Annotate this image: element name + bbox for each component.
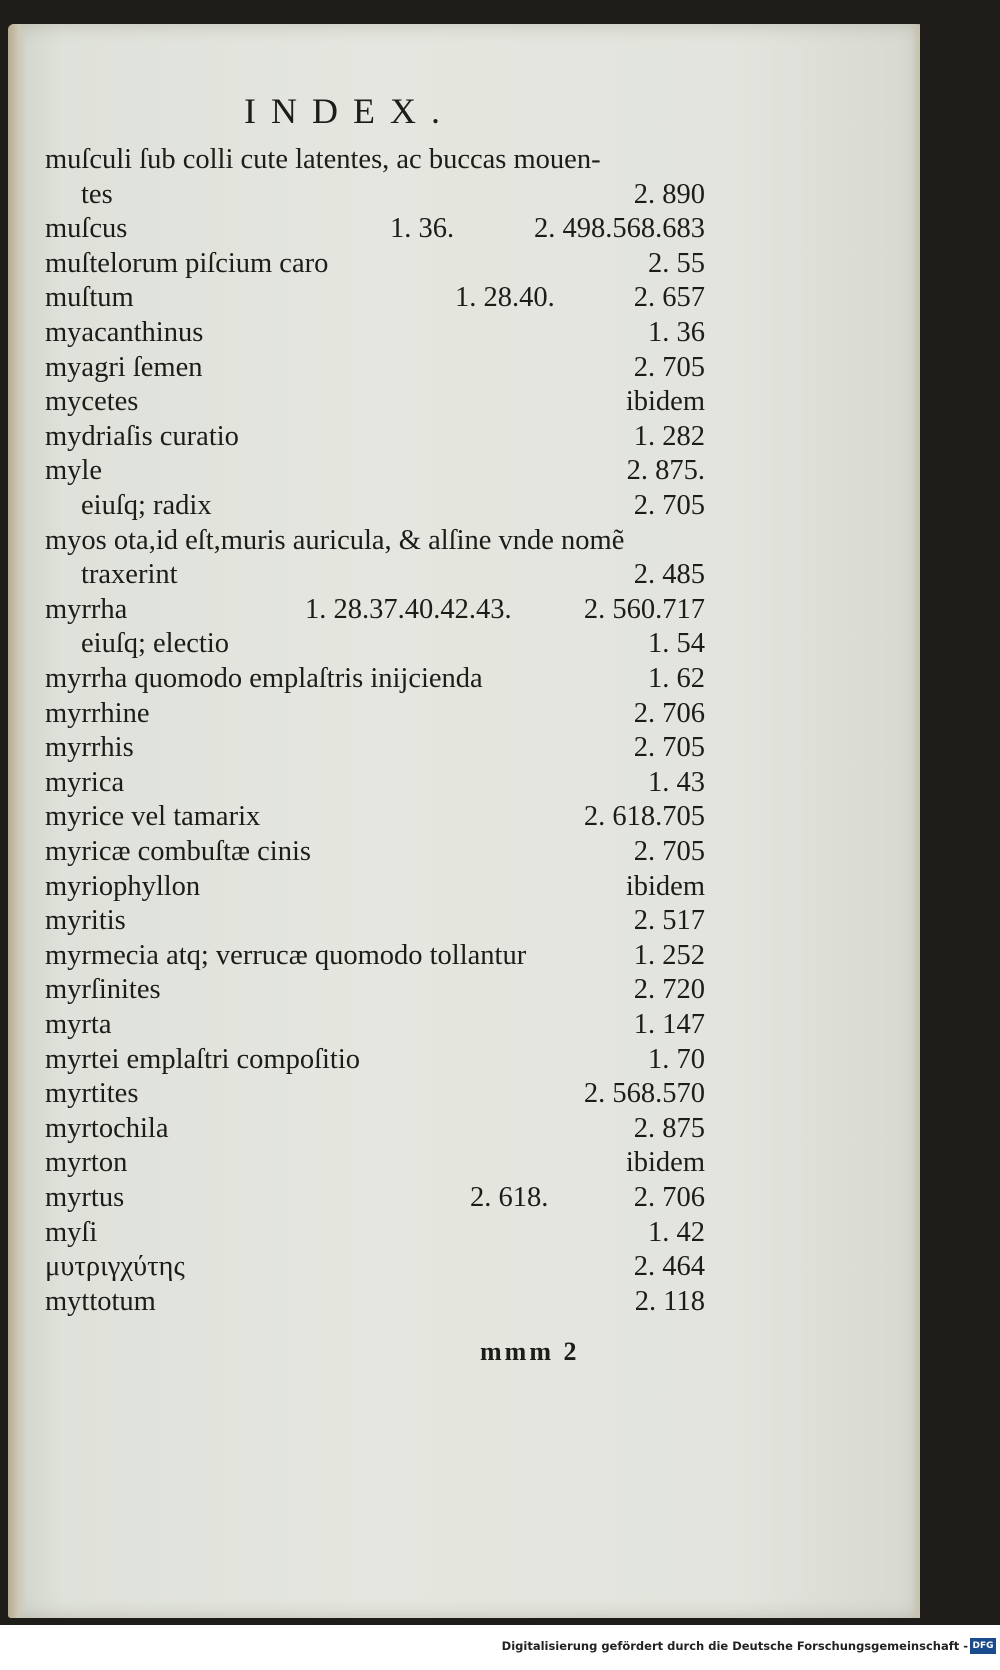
entry-term: myricæ combuſtæ cinis <box>45 836 311 867</box>
entry-reference: ibidem <box>625 1147 705 1179</box>
index-entry <box>45 663 705 695</box>
entry-reference: 2. 706 <box>633 697 705 729</box>
index-entry <box>45 801 705 833</box>
index-entry <box>45 248 705 280</box>
entry-term: eiuſq; electio <box>81 628 229 660</box>
entry-term: myos ota,id eſt,muris auricula, & alſine vnde nomẽ <box>45 524 625 556</box>
entry-reference: 1. 43 <box>648 766 705 798</box>
page-right-edge <box>912 24 920 1618</box>
entry-term: myrrha <box>45 593 128 625</box>
index-entry <box>45 213 705 245</box>
index-entry <box>45 1182 705 1214</box>
entry-reference: 1. 42 <box>648 1216 705 1248</box>
entry-reference: 2. 875 <box>633 1112 705 1144</box>
entry-term: myrice vel tamarix <box>45 801 261 833</box>
entry-reference: 2. 706 <box>633 1182 705 1213</box>
footer-credit: Digitalisierung gefördert durch die Deutsche Forschungsgemeinschaft - <box>501 1639 968 1653</box>
index-entry <box>45 455 705 487</box>
index-entry <box>45 352 705 384</box>
book-page <box>8 24 920 1618</box>
index-entry <box>45 1217 705 1249</box>
footer-bar <box>0 1625 1000 1670</box>
entry-term: tes <box>81 178 113 210</box>
entry-reference-first: 1. 28.40. <box>455 282 555 314</box>
entry-term: myrtus <box>45 1182 125 1213</box>
index-entry <box>45 1147 705 1179</box>
index-entry <box>45 317 705 349</box>
index-entry <box>45 871 705 903</box>
spine-edge <box>8 24 26 1618</box>
index-entry <box>45 282 705 314</box>
index-entry <box>45 698 705 730</box>
entry-reference-first: 1. 36. <box>390 213 455 245</box>
entry-term: myrtochila <box>45 1112 169 1144</box>
entry-term: myrſinites <box>45 974 161 1006</box>
entry-reference: 1. 70 <box>648 1043 705 1075</box>
entry-term: eiuſq; radix <box>81 490 212 521</box>
entry-term: mycetes <box>45 386 139 418</box>
entry-term: myrrhis <box>45 732 134 764</box>
entry-term: muſcus <box>45 213 128 245</box>
entry-reference-first: 2. 618. <box>470 1182 549 1213</box>
entry-reference: 1. 62 <box>648 663 705 694</box>
entry-reference: 2. 705 <box>633 732 705 764</box>
index-entry <box>45 836 705 868</box>
entry-reference: 1. 252 <box>633 939 705 971</box>
entry-term: μυτριγχύτης <box>45 1251 185 1283</box>
entry-reference: 1. 36 <box>648 317 705 348</box>
entry-term: myrta <box>45 1009 112 1040</box>
entry-term: myagri ſemen <box>45 351 203 383</box>
entry-reference: 2. 568.570 <box>583 1078 705 1110</box>
index-entry <box>45 525 705 557</box>
entry-term: myrton <box>45 1147 128 1179</box>
dfg-logo: DFG <box>970 1638 996 1654</box>
entry-reference: 2. 498.568.683 <box>534 213 705 245</box>
entry-reference: 1. 282 <box>633 420 705 452</box>
index-entry <box>45 905 705 937</box>
entry-reference: 2. 55 <box>648 247 705 279</box>
signature-mark: mmm 2 <box>480 1337 580 1366</box>
index-entry <box>45 1078 705 1110</box>
entry-term: muſtum <box>45 282 134 314</box>
entry-term: myrtei emplaſtri compoſitio <box>45 1043 361 1075</box>
entry-reference: 1. 54 <box>648 628 705 660</box>
entry-reference: 2. 118 <box>634 1285 705 1317</box>
entry-term: myacanthinus <box>45 317 204 348</box>
entry-reference: 2. 517 <box>633 905 705 937</box>
index-subentry <box>45 179 705 211</box>
entry-reference: 2. 657 <box>633 282 705 314</box>
entry-reference-first: 1. 28.37.40.42.43. <box>305 593 512 625</box>
index-entry <box>45 974 705 1006</box>
entry-term: muſculi ſub colli cute latentes, ac buccas mouen- <box>45 144 601 175</box>
entry-term: myritis <box>45 905 126 937</box>
entry-reference: 2. 618.705 <box>583 801 705 833</box>
entry-term: myſi <box>45 1216 98 1248</box>
index-subentry <box>45 559 705 591</box>
index-entry <box>45 767 705 799</box>
entry-reference: 2. 705 <box>633 351 705 383</box>
index-entry <box>45 732 705 764</box>
index-subentry <box>45 628 705 660</box>
entry-reference: 1. 147 <box>633 1009 705 1040</box>
running-head: INDEX. <box>244 91 455 131</box>
index-entry <box>45 594 705 626</box>
index-entry <box>45 1009 705 1041</box>
entry-term: muſtelorum piſcium caro <box>45 247 329 279</box>
entry-term: mydriaſis curatio <box>45 420 239 452</box>
entry-reference: 2. 875. <box>626 455 705 487</box>
entry-reference: 2. 464 <box>633 1251 705 1283</box>
entry-reference: 2. 720 <box>633 974 705 1006</box>
index-entry <box>45 1286 705 1318</box>
index-entry <box>45 940 705 972</box>
entry-term: myrtites <box>45 1078 139 1110</box>
entry-reference: 2. 890 <box>633 178 705 210</box>
index-entry <box>45 1251 705 1283</box>
index-entry <box>45 1113 705 1145</box>
index-entry <box>45 144 705 176</box>
index-entry <box>45 421 705 453</box>
index-entry <box>45 1044 705 1076</box>
entry-term: myrrhine <box>45 697 150 729</box>
entry-term: myrica <box>45 766 125 798</box>
entry-term: traxerint <box>81 559 178 591</box>
entry-term: myle <box>45 455 102 487</box>
entry-reference: 2. 485 <box>633 559 705 591</box>
entry-term: myriophyllon <box>45 870 201 902</box>
index-subentry <box>45 490 705 522</box>
entry-reference: 2. 705 <box>633 836 705 867</box>
entry-term: myrrha quomodo emplaſtris inijcienda <box>45 663 483 694</box>
entry-term: myttotum <box>45 1285 156 1317</box>
entry-reference: 2. 705 <box>633 490 705 521</box>
entry-term: myrmecia atq; verrucæ quomodo tollantur <box>45 939 527 971</box>
entry-reference: 2. 560.717 <box>583 593 705 625</box>
entry-reference: ibidem <box>625 870 705 902</box>
entry-reference: ibidem <box>625 386 705 418</box>
index-entry <box>45 386 705 418</box>
